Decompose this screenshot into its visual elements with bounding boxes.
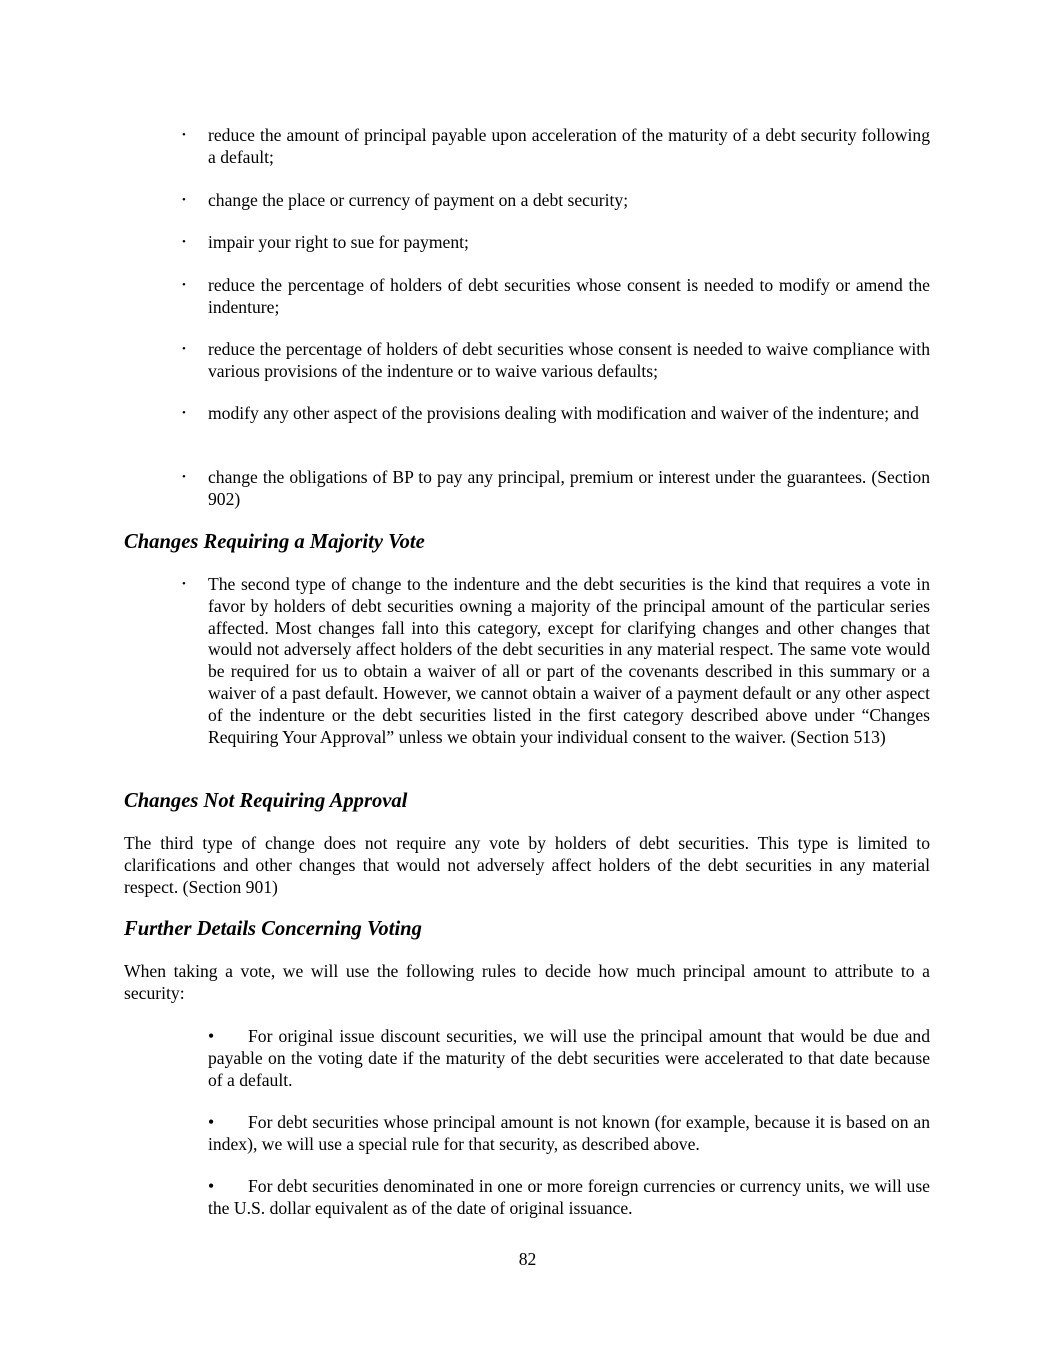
list-item-text: For debt securities whose principal amount is not known (for example, because it is based on an index), we will use a special rule for that security, as described above. <box>208 1112 930 1154</box>
list-item-text: modify any other aspect of the provisions dealing with modification and waiver of the indenture; and <box>208 403 919 423</box>
bullet-icon: • <box>208 1026 215 1046</box>
list-item <box>182 190 930 212</box>
bullet-icon: • <box>208 1112 215 1132</box>
list-item <box>208 1112 930 1156</box>
bullet-icon: • <box>208 1176 215 1196</box>
bullet-icon: • <box>182 236 186 248</box>
list-item <box>182 467 930 511</box>
bullet-icon: • <box>182 194 186 206</box>
bullet-icon: • <box>182 343 186 355</box>
list-item <box>182 574 930 748</box>
list-item <box>208 1176 930 1220</box>
list-item <box>182 339 930 383</box>
page-number: 82 <box>518 1249 537 1269</box>
bullet-icon: • <box>182 407 186 419</box>
list-item-text: For original issue discount securities, we will use the principal amount that would be due and payable on the voting date if the maturity of the debt securities were accelerated to that date because of a default. <box>208 1026 930 1090</box>
list-item <box>182 232 930 254</box>
bullet-icon: • <box>182 129 186 141</box>
list-item-text: For debt securities denominated in one or more foreign currencies or currency units, we will use the U.S. dollar equivalent as of the date of original issuance. <box>208 1176 930 1218</box>
bullet-icon: • <box>182 578 186 590</box>
list-item <box>182 125 930 169</box>
list-item <box>182 275 930 319</box>
list-item-text: reduce the percentage of holders of debt securities whose consent is needed to modify or amend the indenture; <box>208 275 930 317</box>
bullet-icon: • <box>182 279 186 291</box>
list-item-text: change the place or currency of payment on a debt security; <box>208 190 629 210</box>
paragraph-voting-intro: When taking a vote, we will use the following rules to decide how much principal amount to attribute to a security: <box>124 961 930 1003</box>
list-item-text: impair your right to sue for payment; <box>208 232 469 252</box>
list-item-text: change the obligations of BP to pay any principal, premium or interest under the guarantees. (Section 902) <box>208 467 930 509</box>
list-item-text: reduce the percentage of holders of debt securities whose consent is needed to waive compliance with various provisions of the indenture or to waive various defaults; <box>208 339 930 381</box>
section-heading-majority-vote: Changes Requiring a Majority Vote <box>124 531 425 553</box>
section-heading-no-approval: Changes Not Requiring Approval <box>124 790 408 812</box>
section-heading-voting: Further Details Concerning Voting <box>124 918 422 940</box>
list-item-text: The second type of change to the indenture and the debt securities is the kind that requires a vote in favor by holders of debt securities owning a majority of the principal amount of the particular series affected. Most changes fall into this category, except for clarifying changes and other changes that would not adversely affect holders of the debt securities in any material respect. The same vote would be required for us to obtain a waiver of all or part of the covenants described in this summary or a waiver of a past default. However, we cannot obtain a waiver of a payment default or any other aspect of the indenture or the debt securities listed in the first category described above under “Changes Requiring Your Approval” unless we obtain your individual consent to the waiver. (Section 513) <box>208 574 930 747</box>
list-item <box>208 1026 930 1091</box>
bullet-icon: • <box>182 471 186 483</box>
list-item-text: reduce the amount of principal payable upon acceleration of the maturity of a debt security following a default; <box>208 125 930 167</box>
list-item <box>182 403 930 425</box>
paragraph-no-approval: The third type of change does not require any vote by holders of debt securities. This type is limited to clarifications and other changes that would not adversely affect holders of the debt securities in any material respect. (Section 901) <box>124 833 930 897</box>
